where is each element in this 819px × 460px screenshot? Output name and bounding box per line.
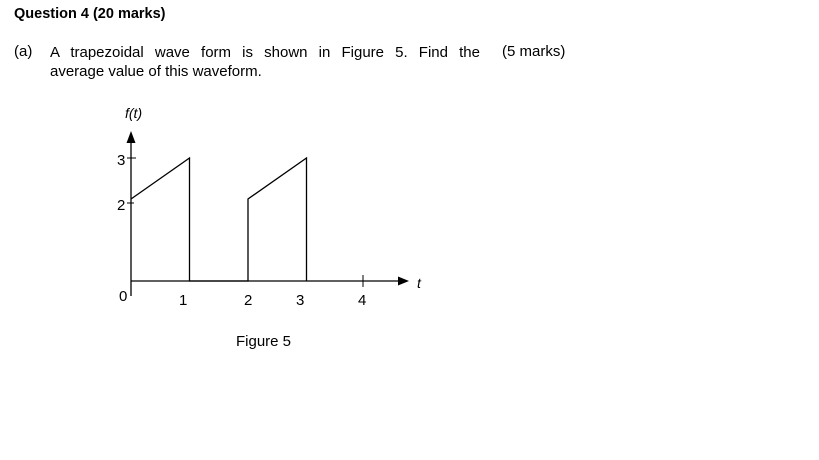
waveform-series (131, 158, 307, 281)
x-tick-label-3: 3 (296, 292, 305, 309)
x-axis-label: t (417, 275, 421, 291)
x-tick-label-1: 1 (179, 292, 188, 309)
y-tick-label-2: 2 (117, 197, 126, 214)
waveform-line (131, 158, 307, 281)
figure-caption: Figure 5 (236, 333, 292, 350)
y-axis-label: f(t) (125, 105, 143, 121)
part-label: (a) (14, 43, 33, 60)
x-tick-label-0: 0 (119, 288, 128, 305)
x-tick-label-4: 4 (358, 292, 367, 309)
question-text-line-1: A trapezoidal wave form is shown in Figure 5. Find the (50, 44, 480, 61)
y-axis-arrow (127, 131, 136, 143)
marks-label: (5 marks) (502, 43, 566, 60)
question-text-line-2: average value of this waveform. (50, 63, 262, 80)
x-tick-label-2: 2 (244, 292, 253, 309)
y-tick-label-3: 3 (117, 152, 126, 169)
question-title: Question 4 (20 marks) (14, 6, 166, 22)
x-axis-arrow (398, 277, 409, 286)
